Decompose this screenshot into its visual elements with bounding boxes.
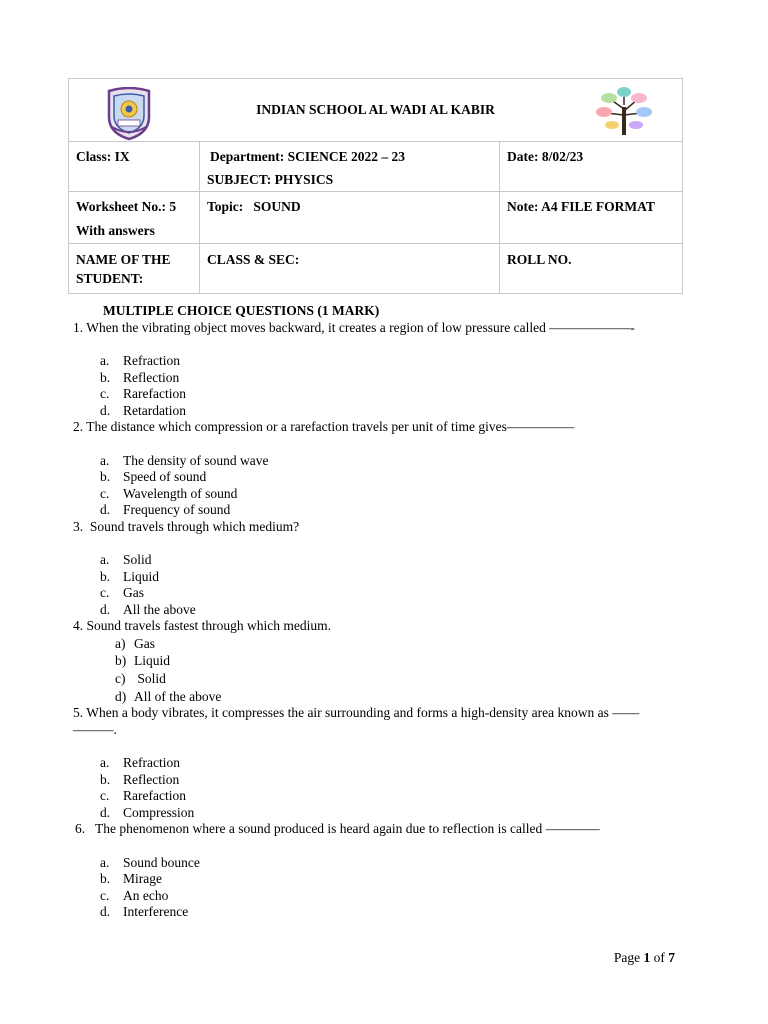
list-item: b. Speed of sound — [100, 469, 207, 484]
list-item: c. Gas — [100, 585, 144, 600]
student-name-label-line1: NAME OF THE — [76, 252, 171, 267]
class-sec-label: CLASS & SEC: — [207, 252, 300, 267]
question-1-options — [75, 353, 685, 419]
list-item: d. All the above — [100, 601, 196, 617]
list-item: b. Liquid — [100, 568, 159, 584]
roll-no-cell — [500, 244, 683, 294]
list-item: a. Refraction — [100, 755, 180, 771]
question-5: 5. When a body vibrates, it compresses the air surrounding and forms a high-density area known as —— — [73, 705, 640, 721]
list-item: b. Reflection — [100, 369, 180, 385]
question-6: 6. The phenomenon where a sound produced is heard again due to reflection is called ———— — [75, 821, 600, 837]
questions-section — [75, 303, 685, 921]
list-item: d. Compression — [100, 804, 195, 820]
school-title-cell — [69, 79, 683, 142]
school-name: INDIAN SCHOOL AL WADI AL KABIR — [256, 102, 495, 117]
list-item: a. Refraction — [100, 353, 180, 368]
topic-label: Topic: SOUND — [207, 199, 301, 214]
class-label: Class: IX — [76, 149, 130, 164]
note-cell — [500, 192, 683, 244]
list-item: c) Solid — [115, 670, 166, 686]
worksheet-header-table — [68, 78, 683, 294]
section-title: MULTIPLE CHOICE QUESTIONS (1 MARK) — [103, 303, 380, 318]
department-label: Department: SCIENCE 2022 – 23 — [210, 149, 405, 164]
student-name-cell — [69, 244, 200, 294]
list-item: b) Liquid — [115, 653, 170, 669]
list-item: d. Interference — [100, 904, 189, 920]
date-label: Date: 8/02/23 — [507, 149, 584, 164]
list-item: c. An echo — [100, 887, 169, 903]
department-cell — [200, 142, 500, 192]
question-5-options — [75, 755, 685, 821]
list-item: c. Wavelength of sound — [100, 485, 238, 501]
knowledge-tree-icon — [596, 85, 652, 141]
question-1: 1. When the vibrating object moves backward, it creates a region of low pressure called ——————- — [73, 319, 635, 335]
list-item: a) Gas — [115, 635, 155, 651]
class-cell — [69, 142, 200, 192]
note-label: Note: A4 FILE FORMAT — [507, 199, 655, 214]
date-cell — [500, 142, 683, 192]
topic-cell — [200, 192, 500, 244]
worksheet-cell — [69, 192, 200, 244]
student-name-label-line2: STUDENT: — [76, 271, 144, 286]
question-2: 2. The distance which compression or a rarefaction travels per unit of time gives————— — [73, 419, 575, 434]
list-item: a. The density of sound wave — [100, 452, 269, 468]
page-number: Page 1 of 7 — [613, 950, 675, 965]
list-item: c. Rarefaction — [100, 386, 186, 401]
worksheet-number: Worksheet No.: 5 — [76, 199, 177, 214]
list-item: d) All of the above — [115, 688, 222, 704]
list-item: d. Frequency of sound — [100, 502, 231, 517]
with-answers-label: With answers — [76, 223, 155, 238]
list-item: c. Rarefaction — [100, 788, 186, 804]
question-2-options — [75, 453, 685, 519]
class-sec-cell — [200, 244, 500, 294]
list-item: d. Retardation — [100, 402, 186, 418]
list-item: a. Solid — [100, 552, 152, 567]
question-3-options — [75, 552, 685, 618]
question-6-options — [75, 855, 685, 921]
question-3: 3. Sound travels through which medium? — [73, 518, 300, 534]
subject-label: SUBJECT: PHYSICS — [207, 172, 334, 187]
question-5-continuation: ———. — [73, 721, 117, 737]
list-item: a. Sound bounce — [100, 854, 200, 870]
question-4: 4. Sound travels fastest through which medium. — [73, 618, 331, 633]
list-item: b. Mirage — [100, 871, 162, 887]
list-item: b. Reflection — [100, 771, 180, 787]
question-4-options — [75, 635, 685, 706]
roll-no-label: ROLL NO. — [507, 252, 572, 267]
